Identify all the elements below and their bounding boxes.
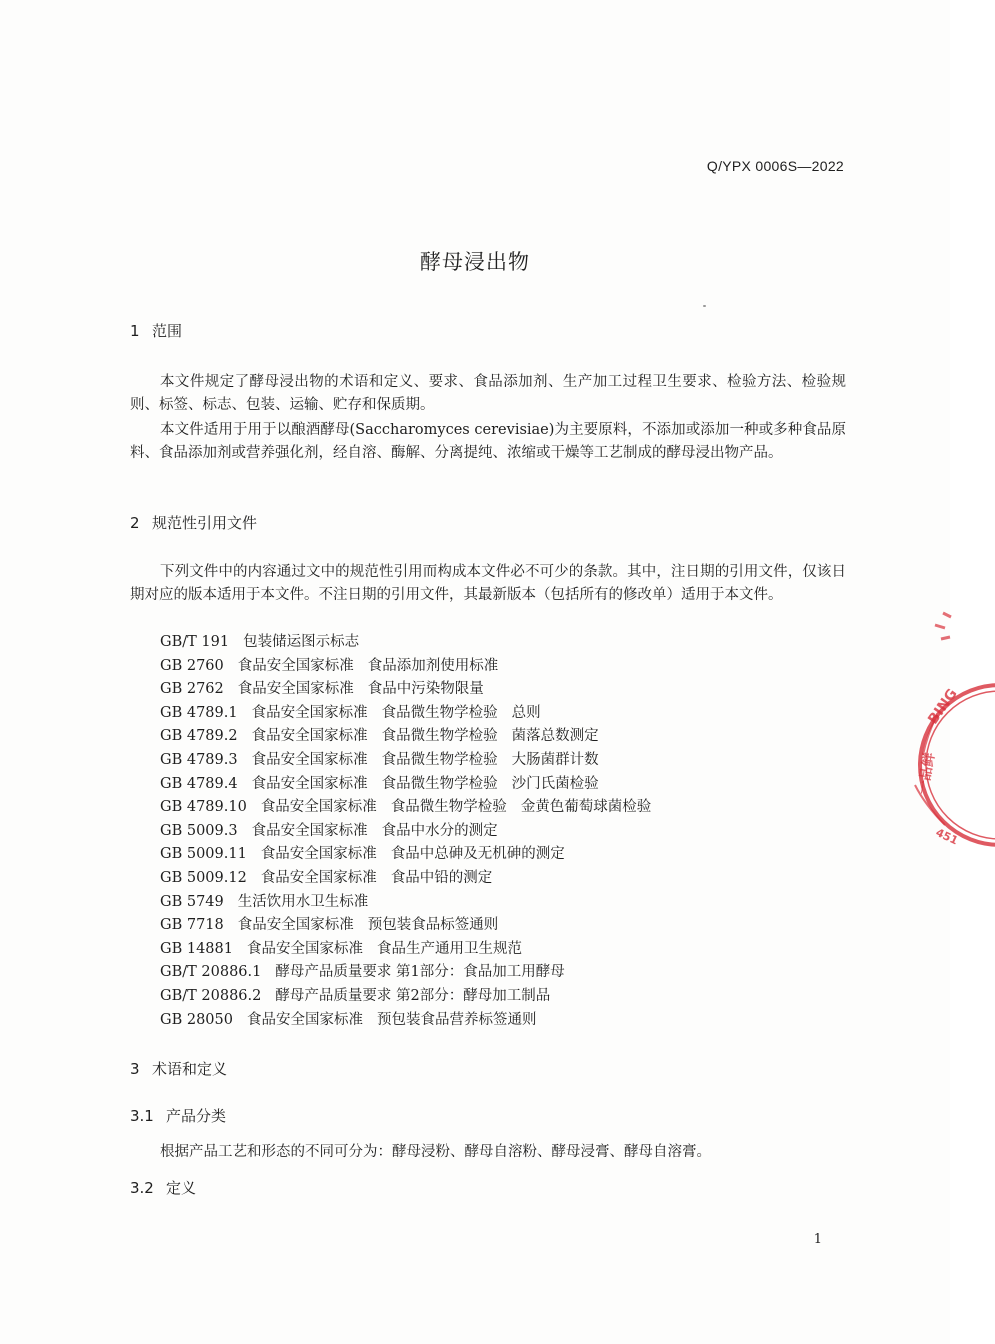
reference-item: GB 7718 食品安全国家标准 预包装食品标签通则 (160, 917, 499, 934)
scope-paragraph-2: 本文件适用于用于以酿酒酵母(Saccharomyces cerevisiae)为主要原料，不添加或添加一种或多种食品原料、食品添加剂或营养强化剂，经自溶、酶解、分离提纯、浓缩或干燥等工艺制成的酵母浸出物产品。 (130, 422, 846, 461)
reference-item: GB 28050 食品安全国家标准 预包装食品营养标签通则 (160, 1011, 537, 1028)
page-title: 酵母浸出物 (420, 250, 530, 274)
subsection-title: 定义 (166, 1179, 197, 1197)
reference-item: GB 4789.4 食品安全国家标准 食品微生物学检验 沙门氏菌检验 (160, 775, 599, 792)
subsection-number: 3.2 (130, 1179, 154, 1197)
reference-item: GB 14881 食品安全国家标准 食品生产通用卫生规范 (160, 940, 522, 957)
reference-item: GB 2760 食品安全国家标准 食品添加剂使用标准 (160, 657, 499, 674)
seal-number-text: 451 (933, 825, 961, 848)
subsection-number: 3.1 (130, 1107, 154, 1125)
reference-item: GB 4789.2 食品安全国家标准 食品微生物学检验 菌落总数测定 (160, 728, 599, 745)
reference-item: GB 2762 食品安全国家标准 食品中污染物限量 (160, 681, 484, 698)
section-number: 1 (130, 322, 140, 340)
section-title: 术语和定义 (152, 1060, 228, 1078)
section-3-heading (130, 1058, 227, 1079)
reference-item: GB/T 20886.2 酵母产品质量要求 第2部分：酵母加工制品 (160, 987, 551, 1004)
references-intro: 下列文件中的内容通过文中的规范性引用而构成本文件必不可少的条款。其中，注日期的引用文件，仅该日期对应的版本适用于本文件。不注日期的引用文件，其最新版本（包括所有的修改单）适用于本文件。 (130, 564, 846, 603)
section-title: 范围 (152, 322, 183, 340)
seal-side-text: 一品鲜 (915, 751, 939, 796)
reference-list (160, 631, 665, 1032)
scope-paragraph-1: 本文件规定了酵母浸出物的术语和定义、要求、食品添加剂、生产加工过程卫生要求、检验方法、检验规则、标签、标志、包装、运输、贮存和保质期。 (130, 374, 846, 413)
reference-item: GB/T 191 包装储运图示标志 (160, 634, 360, 650)
section-1-heading (130, 320, 182, 341)
page-number: 1 (813, 1232, 822, 1247)
subsection-3-1-heading (130, 1105, 226, 1126)
document-number: Q/YPX 0006S—2022 (706, 158, 844, 174)
company-seal-stamp (905, 605, 995, 925)
section-2-heading (130, 512, 257, 533)
subsection-title: 产品分类 (166, 1107, 227, 1125)
section-title: 规范性引用文件 (152, 514, 258, 532)
reference-item: GB 5009.3 食品安全国家标准 食品中水分的测定 (160, 822, 498, 839)
section-number: 3 (130, 1060, 140, 1078)
reference-item: GB 4789.10 食品安全国家标准 食品微生物学检验 金黄色葡萄球菌检验 (160, 799, 652, 816)
seal-arc-text: BING (925, 686, 961, 728)
reference-item: GB 5009.12 食品安全国家标准 食品中铅的测定 (160, 869, 493, 886)
section-number: 2 (130, 514, 140, 532)
reference-item: GB 4789.3 食品安全国家标准 食品微生物学检验 大肠菌群计数 (160, 751, 599, 768)
reference-item: GB 5009.11 食品安全国家标准 食品中总砷及无机砷的测定 (160, 846, 565, 863)
subsection-3-2-heading (130, 1177, 196, 1198)
reference-item: GB/T 20886.1 酵母产品质量要求 第1部分：食品加工用酵母 (160, 964, 565, 981)
product-classification-text: 根据产品工艺和形态的不同可分为：酵母浸粉、酵母自溶粉、酵母浸膏、酵母自溶膏。 (160, 1144, 711, 1160)
scan-speck (703, 305, 706, 307)
reference-item: GB 5749 生活饮用水卫生标准 (160, 893, 369, 910)
reference-item: GB 4789.1 食品安全国家标准 食品微生物学检验 总则 (160, 704, 541, 721)
